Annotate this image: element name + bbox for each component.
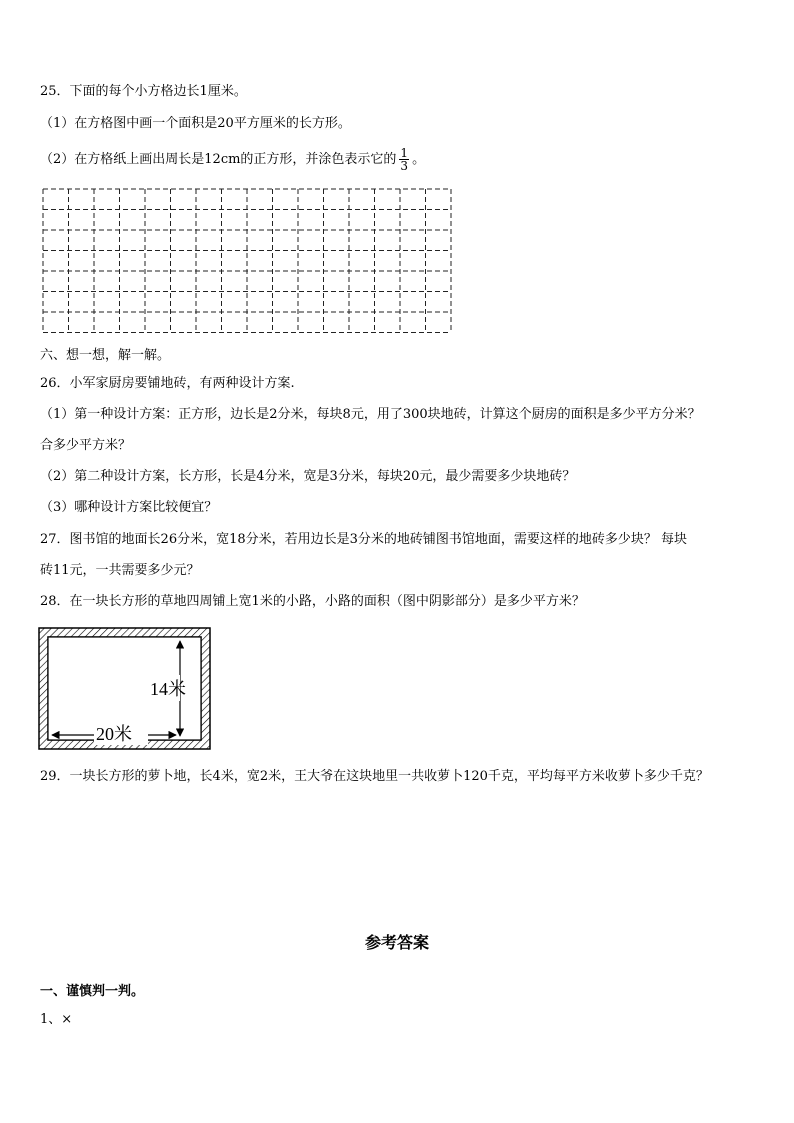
q25-part2-text: （2）在方格纸上画出周长是12cm的正方形，并涂色表示它的 xyxy=(40,152,397,167)
q26-part1-line1: （1）第一种设计方案：正方形，边长是2分米，每块8元，用了300块地砖，计算这个厨房的面积是多少平方分米？ xyxy=(40,407,701,422)
q26-stem: 26．小军家厨房要铺地砖，有两种设计方案. xyxy=(40,376,295,391)
answers-item1: 1、× xyxy=(40,1012,73,1027)
square-grid xyxy=(40,186,454,336)
q27-line2: 砖11元，一共需要多少元？ xyxy=(40,563,200,578)
q25-stem: 25．下面的每个小方格边长1厘米。 xyxy=(40,84,247,99)
answers-section1: 一、谨慎判一判。 xyxy=(40,984,145,999)
section6-heading: 六、想一想，解一解。 xyxy=(40,348,171,363)
q25-part2 xyxy=(40,147,425,172)
q26-part3: （3）哪种设计方案比较便宜？ xyxy=(40,500,218,515)
fraction-one-third xyxy=(399,147,409,172)
q26-part1-line2: 合多少平方米？ xyxy=(40,438,132,453)
width-label: 20米 xyxy=(96,724,132,744)
q25-part2-end: 。 xyxy=(412,152,426,167)
answers-title: 参考答案 xyxy=(364,933,429,952)
q26-part2: （2）第二种设计方案，长方形，长是4分米，宽是3分米，每块20元，最少需要多少块地砖？ xyxy=(40,469,576,484)
q28-stem: 28．在一块长方形的草地四周铺上宽1米的小路，小路的面积（图中阴影部分）是多少平方米？ xyxy=(40,594,585,609)
lawn-with-path-figure xyxy=(38,627,212,751)
q25-part1: （1）在方格图中画一个面积是20平方厘米的长方形。 xyxy=(40,116,351,131)
fraction-denominator: 3 xyxy=(400,159,409,173)
q29-stem: 29．一块长方形的萝卜地，长4米，宽2米，王大爷在这块地里一共收萝卜120千克，平均每平方米收萝卜多少千克？ xyxy=(40,769,709,784)
fraction-numerator: 1 xyxy=(400,146,409,160)
height-label: 14米 xyxy=(150,679,186,699)
q27-line1: 27．图书馆的地面长26分米，宽18分米，若用边长是3分米的地砖铺图书馆地面，需要这样的地砖多少块？ 每块 xyxy=(40,532,688,547)
